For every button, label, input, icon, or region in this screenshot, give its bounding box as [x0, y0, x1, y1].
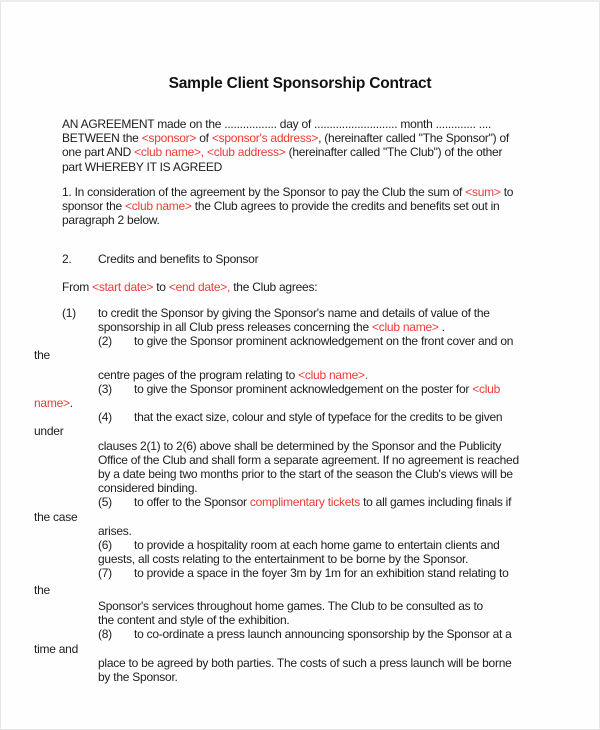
text-run: to give the Sponsor prominent acknowledgement on the poster for [134, 381, 473, 396]
placeholder-field: name> [34, 396, 70, 411]
text-run: to [500, 184, 514, 199]
text-run: the Club agrees to provide the credits and benefits set out in [191, 199, 500, 214]
list-item-line [98, 495, 599, 509]
list-item-line [62, 252, 599, 266]
text-line [34, 642, 599, 656]
text-line [98, 481, 599, 495]
text-run: to provide a hospitality room at each home game to entertain clients and [134, 538, 500, 553]
text-line [34, 583, 599, 597]
placeholder-field: <sponsor's address> [211, 131, 319, 146]
text-line [62, 280, 599, 294]
text-run: place to be agreed by both parties. The costs of such a press launch will be borne [98, 655, 512, 670]
text-line [98, 439, 599, 453]
text-run: AN AGREEMENT made on the ................. day of ........................... month ............. .... [62, 117, 492, 131]
list-item-line [98, 627, 599, 641]
text-line [34, 510, 599, 524]
list-item-line [98, 334, 599, 348]
text-run: that the exact size, colour and style of typeface for the credits to be given [134, 410, 503, 425]
text-line [62, 117, 599, 131]
text-run: . [438, 320, 445, 335]
text-run: considered binding. [98, 481, 198, 496]
text-run: sponsorship in all Club press releases concerning the [98, 320, 372, 335]
list-item-line [98, 382, 599, 396]
placeholder-field: <club name>, [134, 145, 204, 160]
text-run: one part AND [62, 145, 135, 160]
text-run: Credits and benefits to Sponsor [98, 252, 259, 267]
text-run: part WHEREBY IT IS AGREED [62, 159, 223, 174]
text-line [98, 552, 599, 566]
text-line [62, 131, 599, 145]
text-line [62, 213, 599, 227]
list-number: (1) [62, 305, 76, 320]
placeholder-field: <end date>, [168, 279, 231, 294]
placeholder-field: <club [472, 381, 500, 396]
text-run: Office of the Club and shall form a separate agreement. If no agreement is reached [98, 452, 519, 467]
text-run: arises. [98, 523, 132, 538]
list-number: (7) [98, 566, 112, 581]
text-run: Sponsor's services throughout home games. The Club to be consulted as to [98, 598, 483, 613]
placeholder-field: <sponsor> [141, 131, 197, 146]
list-number: 2. [62, 252, 72, 267]
text-run: under [34, 424, 64, 439]
text-run: to co-ordinate a press launch announcing sponsorship by the Sponsor at a [134, 627, 512, 642]
list-number: (8) [98, 627, 112, 642]
placeholder-field: <sum> [465, 184, 501, 199]
text-run: by the Sponsor. [98, 669, 178, 684]
placeholder-field: <club name> [125, 199, 192, 214]
list-number: (3) [98, 381, 112, 396]
text-run: to [153, 279, 169, 294]
list-number: (6) [98, 538, 112, 553]
text-run: (hereinafter called "The Club") of the other [285, 145, 503, 160]
text-run: . [69, 396, 73, 411]
placeholder-field: <club name>. [298, 367, 368, 382]
text-run: by a date being two months prior to the start of the season the Club's views will be [98, 467, 513, 482]
text-line [98, 524, 599, 538]
text-run: time and [34, 641, 79, 656]
text-run: the content and style of the exhibition. [98, 613, 290, 628]
text-line [34, 348, 599, 362]
placeholder-field: <club name> [372, 320, 439, 335]
list-item-line [98, 538, 599, 552]
list-item-line [98, 566, 599, 580]
text-run: 1. In consideration of the agreement by the Sponsor to pay the Club the sum of [62, 184, 466, 199]
text-run: sponsor the [62, 199, 126, 214]
text-run: to provide a space in the foyer 3m by 1m for an exhibition stand relating to [134, 566, 509, 581]
text-run: guests, all costs relating to the entertainment to be borne by the Sponsor. [98, 552, 469, 567]
text-run: clauses 2(1) to 2(6) above shall be determined by the Sponsor and the Publicity [98, 438, 502, 453]
text-line [62, 145, 599, 159]
text-run: to give the Sponsor prominent acknowledgement on the front cover and on [134, 334, 514, 349]
text-line [98, 368, 599, 382]
text-run: of [196, 131, 212, 146]
text-run: to all games including finals if [359, 495, 512, 510]
text-line [62, 160, 599, 174]
text-line [98, 467, 599, 481]
text-run: the Club agrees: [230, 279, 318, 294]
text-run: to offer to the Sponsor [134, 495, 250, 510]
text-line [34, 396, 599, 410]
text-run: to credit the Sponsor by giving the Sponsor's name and details of value of the [98, 305, 490, 320]
placeholder-field: complimentary tickets [249, 495, 360, 510]
text-run: From [62, 279, 93, 294]
text-line [98, 453, 599, 467]
text-run: paragraph 2 below. [62, 213, 160, 228]
list-number: (4) [98, 410, 112, 425]
text-line [98, 613, 599, 627]
text-run: , (hereinafter called "The Sponsor") of [318, 131, 509, 146]
text-run: centre pages of the program relating to [98, 367, 299, 382]
text-run: the [34, 582, 50, 597]
text-run: BETWEEN the [62, 131, 142, 146]
text-line [62, 185, 599, 199]
list-number: (2) [98, 334, 112, 349]
text-line [98, 320, 599, 334]
text-run: the case [34, 509, 78, 524]
placeholder-field: <club address> [206, 145, 286, 160]
text-run: the [34, 348, 50, 363]
placeholder-field: <start date> [92, 279, 154, 294]
text-line [98, 599, 599, 613]
text-line [98, 656, 599, 670]
text-line [62, 199, 599, 213]
document-body [1, 117, 599, 684]
document-title: Sample Client Sponsorship Contract [168, 75, 432, 92]
list-item-line [98, 410, 599, 424]
text-line [34, 424, 599, 438]
list-item-line [62, 306, 599, 320]
list-number: (5) [98, 495, 112, 510]
text-line [98, 670, 599, 684]
